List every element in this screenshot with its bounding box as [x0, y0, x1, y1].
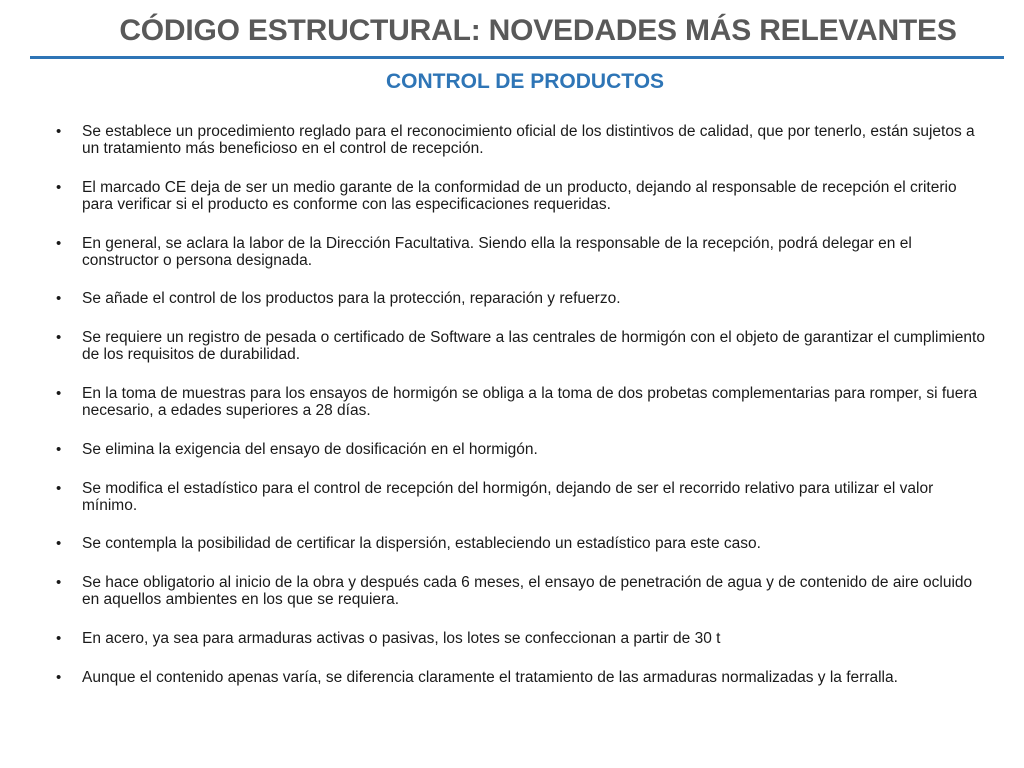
bullet-icon: •: [56, 178, 62, 196]
bullet-icon: •: [56, 123, 62, 140]
bullet-text: En la toma de muestras para los ensayos de hormigón se obliga a la toma de dos probetas complementarias para romper, si fuera necesario, a edades superiores a 28 días.: [82, 384, 978, 419]
bullet-text: En general, se aclara la labor de la Dirección Facultativa. Siendo ella la responsable de la recepción, podrá delegar en el constructor o persona designada.: [82, 234, 912, 269]
bullet-icon: •: [56, 234, 62, 252]
bullet-item: [56, 630, 986, 647]
bullet-item: [56, 329, 986, 363]
bullet-item: [56, 480, 986, 514]
bullet-text: Se contempla la posibilidad de certificar la dispersión, estableciendo un estadístico para este caso.: [82, 535, 761, 553]
bullet-icon: •: [56, 479, 62, 497]
bullet-text: Se hace obligatorio al inicio de la obra y después cada 6 meses, el ensayo de penetración de agua y de contenido de aire ocluido en aquellos ambientes en los que se requiera.: [82, 574, 973, 609]
bullet-item: [56, 385, 986, 419]
bullet-item: [56, 235, 986, 269]
bullet-item: [56, 179, 986, 213]
bullet-icon: •: [56, 440, 62, 458]
bullet-text: El marcado CE deja de ser un medio garante de la conformidad de un producto, dejando al responsable de recepción el criterio para verificar si el producto es conforme con las especificaciones requeridas.: [82, 178, 957, 213]
bullet-text: Se modifica el estadístico para el control de recepción del hormigón, dejando de ser el recorrido relativo para utilizar el valor mínimo.: [82, 479, 934, 514]
bullet-text: Se elimina la exigencia del ensayo de dosificación en el hormigón.: [82, 440, 538, 458]
bullet-item: [56, 669, 986, 686]
bullet-icon: •: [56, 384, 62, 402]
bullet-text: Se requiere un registro de pesada o certificado de Software a las centrales de hormigón con el objeto de garantizar el cumplimiento de los requisitos de durabilidad.: [82, 329, 985, 364]
bullet-item: [56, 290, 986, 307]
bullet-icon: •: [56, 629, 62, 647]
slide-subtitle: CONTROL DE PRODUCTOS: [385, 70, 665, 93]
bullet-icon: •: [56, 290, 62, 308]
bullet-item: [56, 535, 986, 552]
bullet-text: Aunque el contenido apenas varía, se diferencia claramente el tratamiento de las armaduras normalizadas y la ferralla.: [82, 668, 898, 686]
title-underline: [30, 56, 1004, 59]
bullet-text: Se establece un procedimiento reglado para el reconocimiento oficial de los distintivos de calidad, que por tenerlo, están sujetos a un tratamiento más beneficioso en el control de recepción.: [82, 123, 975, 157]
bullet-item: [56, 441, 986, 458]
slide-title: CÓDIGO ESTRUCTURAL: NOVEDADES MÁS RELEVANTES: [119, 14, 957, 47]
bullet-item: [56, 123, 986, 157]
bullet-icon: •: [56, 329, 62, 347]
bullet-icon: •: [56, 668, 62, 686]
bullet-text: En acero, ya sea para armaduras activas o pasivas, los lotes se confeccionan a partir de 30 t: [82, 629, 721, 647]
bullet-list: [56, 123, 986, 708]
bullet-text: Se añade el control de los productos para la protección, reparación y refuerzo.: [82, 290, 621, 308]
bullet-item: [56, 574, 986, 608]
bullet-icon: •: [56, 574, 62, 592]
bullet-icon: •: [56, 535, 62, 553]
